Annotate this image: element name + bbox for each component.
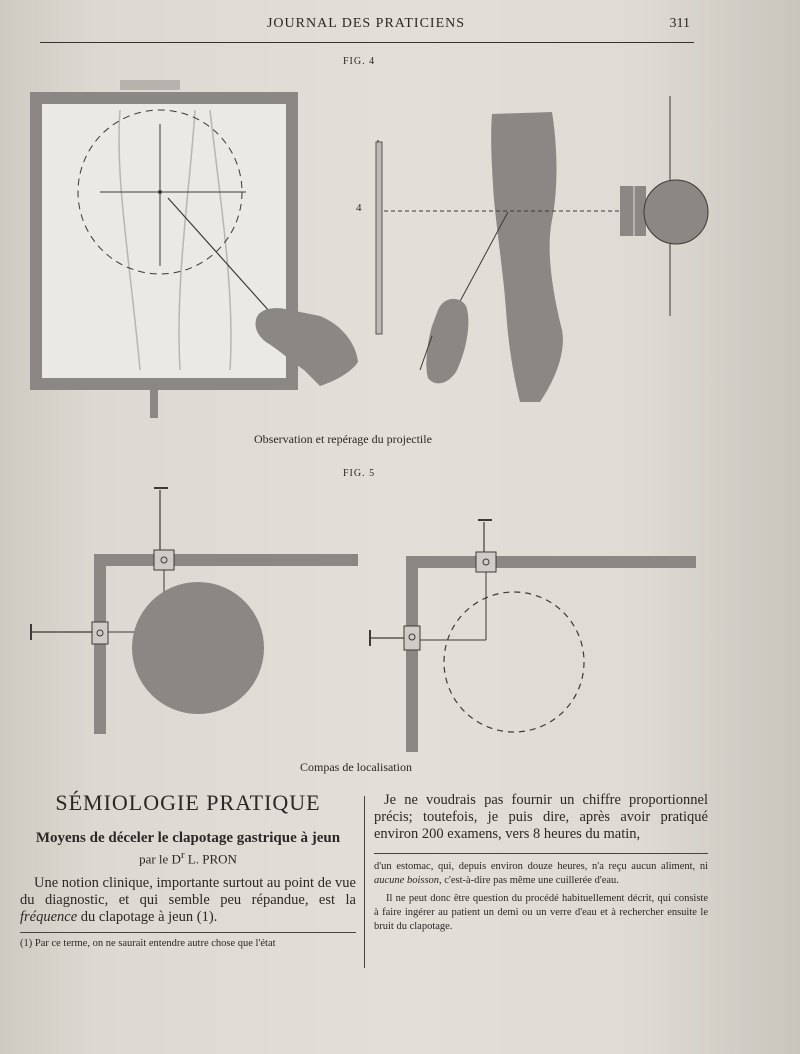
fig5-compass-dashed (368, 516, 698, 776)
fig5-label: FIG. 5 (343, 468, 376, 479)
fig5-compass-solid (26, 484, 366, 744)
article-left-column (20, 790, 356, 951)
fig5-caption: Compas de localisation (300, 760, 412, 774)
running-header (40, 16, 692, 38)
fig4-leg-drawing (380, 90, 710, 420)
article-right-column (374, 790, 708, 934)
fig4-label: FIG. 4 (343, 56, 376, 67)
fig4-caption: Observation et repérage du projectile (254, 432, 432, 446)
fig4-screen-drawing (20, 80, 390, 420)
article-byline: par le $D^r$ L. PRON (139, 849, 237, 867)
fig4-marker: 4 (356, 202, 362, 214)
footnote-right-1: d'un estomac, qui, depuis environ douze heures, n'a reçu aucun aliment, ni aucune boisson, c'est-à-dire pas même une cuillerée d'eau. (374, 853, 708, 888)
page-number: 311 (669, 16, 690, 31)
article-paragraph-2: Je ne voudrais pas fournir un chiffre proportionnel précis; toutefois, je puis dire, après avoir pratiqué environ 200 examens, vers 8 heures du matin, (374, 792, 708, 842)
section-title: SÉMIOLOGIE PRATIQUE (55, 790, 321, 815)
journal-title: JOURNAL DES PRATICIENS (266, 16, 466, 31)
footnote-right-2: Il ne peut donc être question du procédé habituellement décrit, qui consiste à faire ingérer au patient un demi ou un verre d'eau et à rechercher ensuite le bruit du clapotage. (374, 893, 708, 932)
footnote-left: (1) Par ce terme, on ne saurait entendre autre chose que l'état (20, 932, 356, 951)
article-title: Moyens de déceler le clapotage gastrique à jeun (35, 830, 341, 846)
column-separator (364, 796, 365, 968)
header-rule (40, 42, 694, 43)
article-paragraph-1: Une notion clinique, importante surtout au point de vue du diagnostic, et qui semble peu répandue, est la fréquence du clapotage à jeun (1). (20, 875, 356, 926)
